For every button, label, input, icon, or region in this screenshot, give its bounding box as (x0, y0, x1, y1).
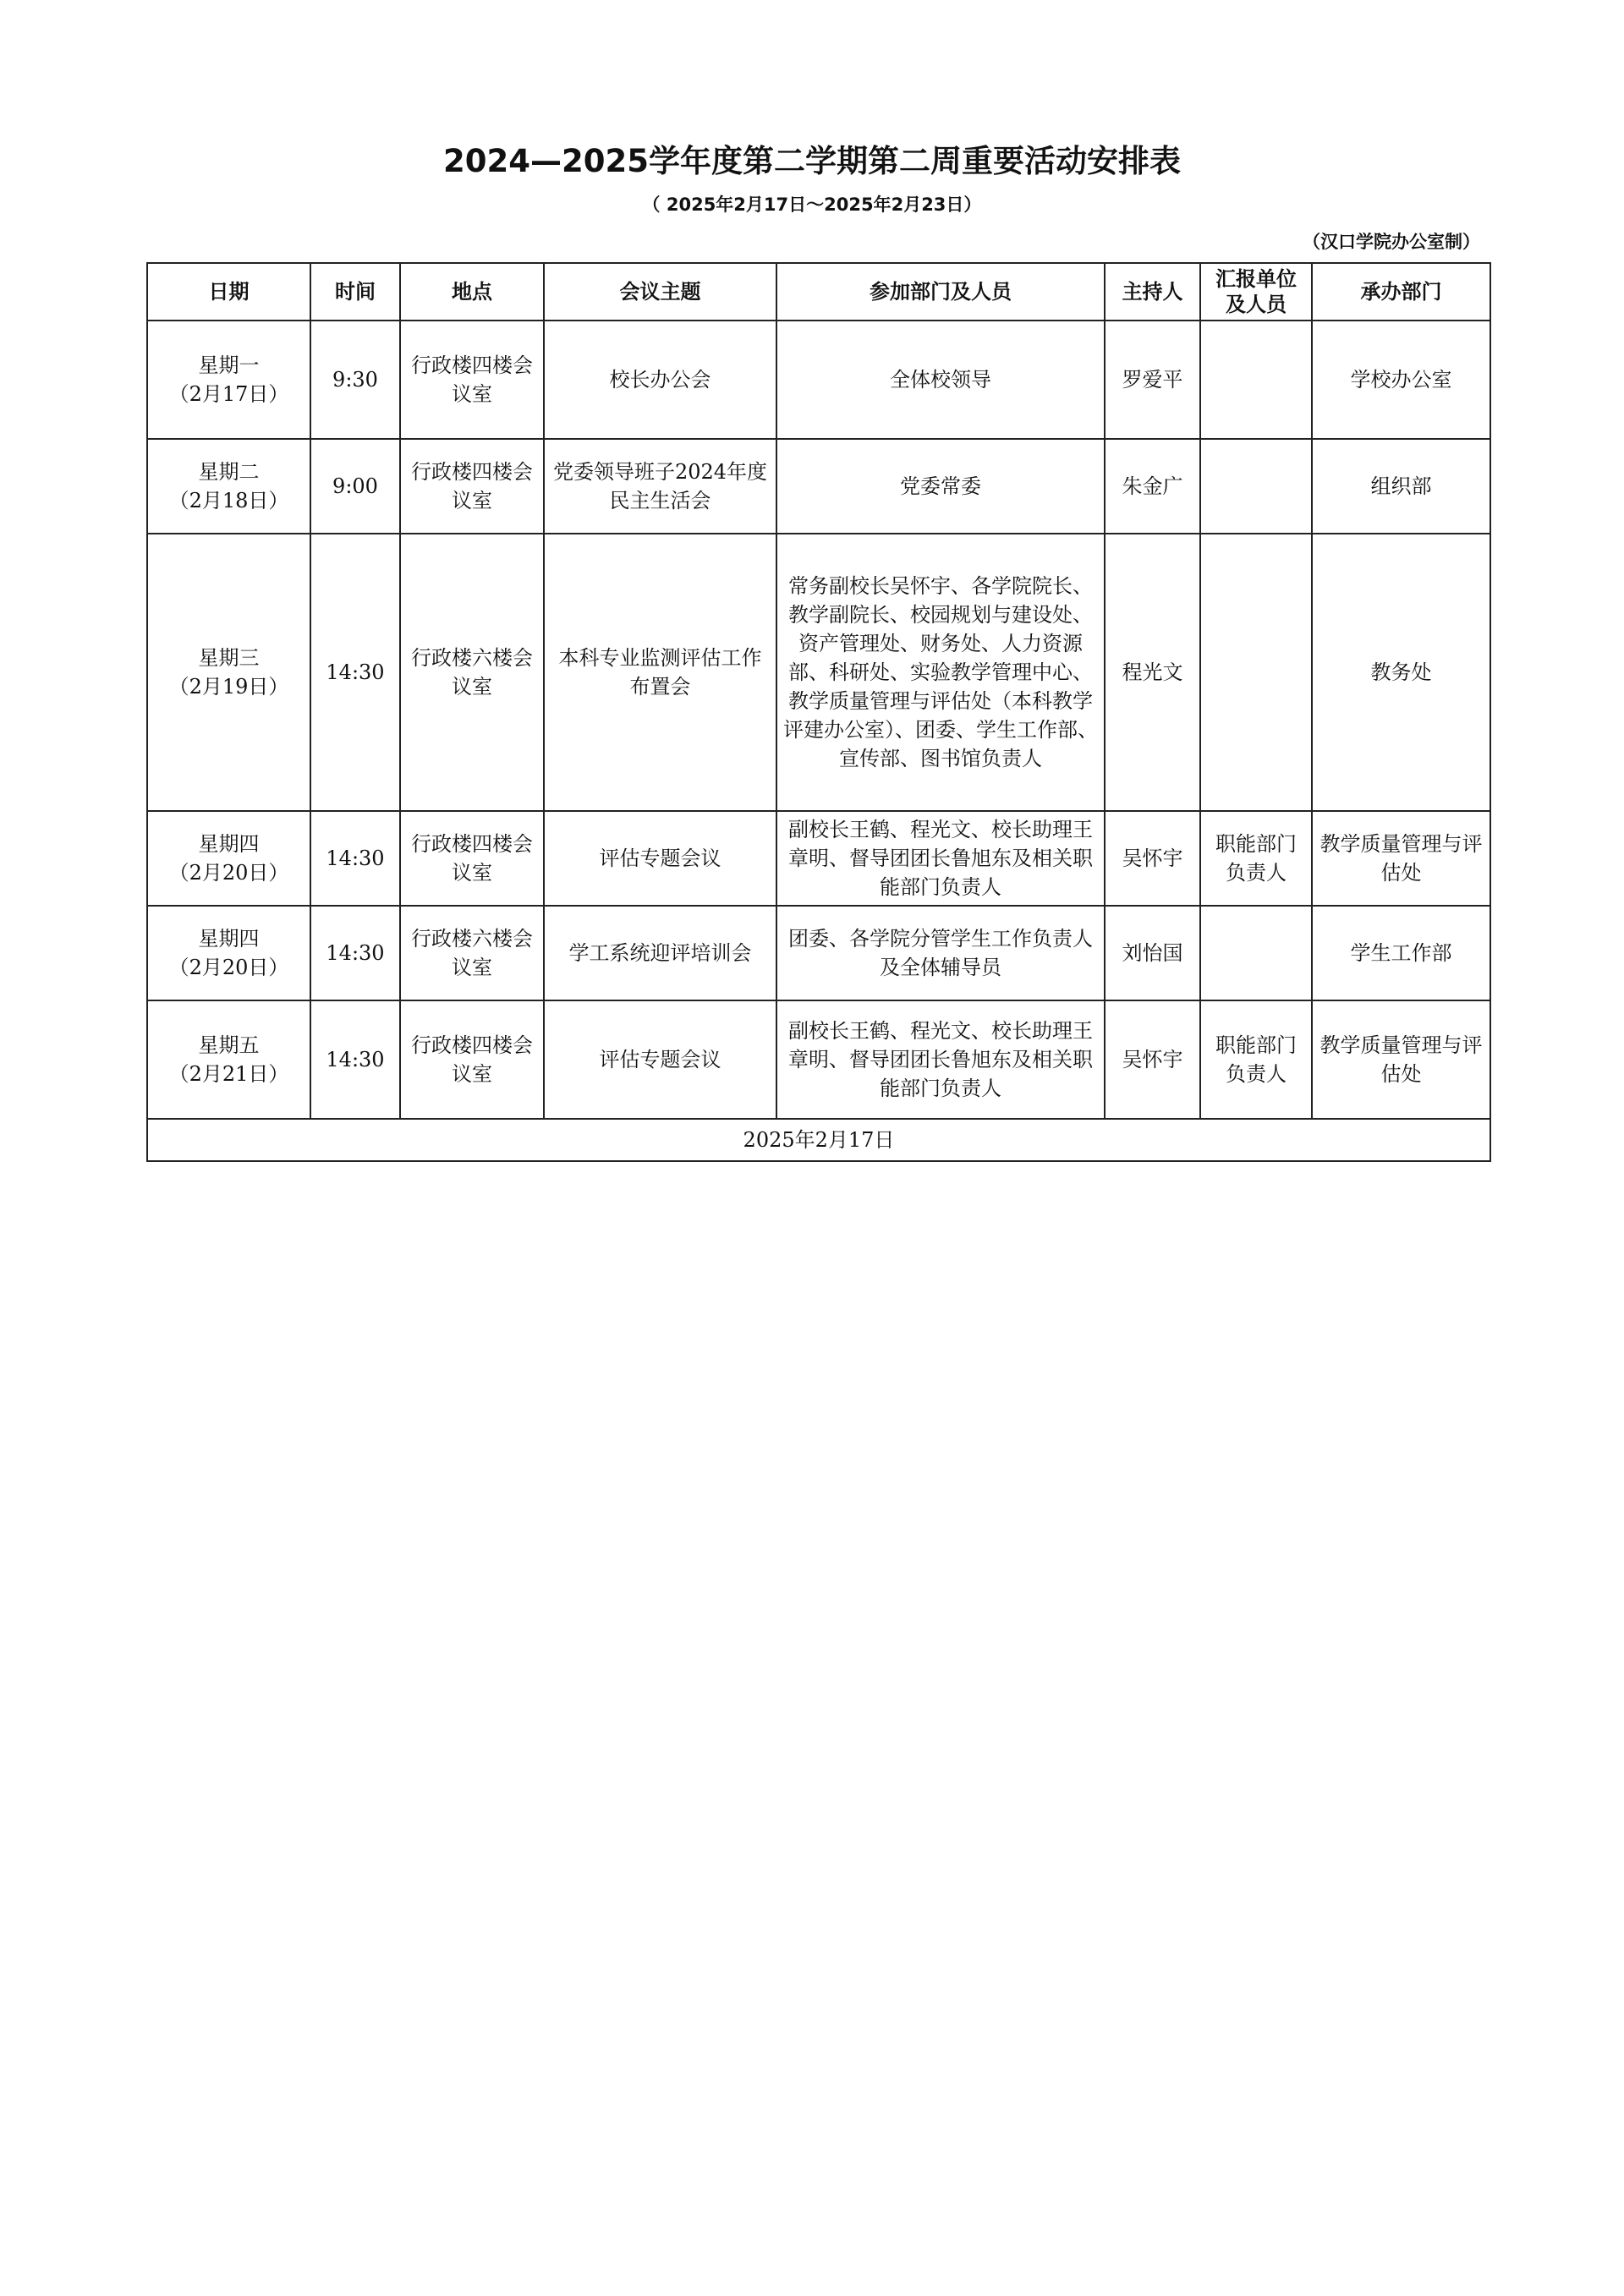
participants-cell: 党委常委 (776, 439, 1105, 534)
day-label: 星期一 (198, 353, 260, 377)
date-label: （2月20日） (168, 861, 289, 885)
day-label: 星期四 (198, 927, 260, 951)
organizer-cell: 教务处 (1312, 534, 1490, 811)
producer-note: （汉口学院办公室制） (1303, 232, 1480, 252)
header-host: 主持人 (1105, 263, 1200, 321)
date-cell (147, 439, 310, 534)
organizer-cell: 组织部 (1312, 439, 1490, 534)
header-row (147, 263, 1490, 321)
host-cell: 刘怡国 (1105, 906, 1200, 1000)
header-date: 日期 (147, 263, 310, 321)
table-row (147, 439, 1490, 534)
topic-cell: 评估专题会议 (544, 1000, 776, 1119)
date-cell (147, 906, 310, 1000)
host-cell: 吴怀宇 (1105, 1000, 1200, 1119)
time-cell: 14:30 (310, 1000, 400, 1119)
header-reporter: 汇报单位及人员 (1200, 263, 1312, 321)
topic-cell: 本科专业监测评估工作布置会 (544, 534, 776, 811)
participants-cell: 常务副校长吴怀宇、各学院院长、教学副院长、校园规划与建设处、资产管理处、财务处、人力资源部、科研处、实验教学管理中心、教学质量管理与评估处（本科教学评建办公室）、团委、学生工作部、宣传部、图书馆负责人 (776, 534, 1105, 811)
footer-date: 2025年2月17日 (147, 1119, 1490, 1161)
participants-cell: 团委、各学院分管学生工作负责人及全体辅导员 (776, 906, 1105, 1000)
date-label: （2月19日） (168, 675, 289, 699)
reporter-cell (1200, 906, 1312, 1000)
topic-cell: 党委领导班子2024年度民主生活会 (544, 439, 776, 534)
schedule-table (146, 262, 1491, 1162)
date-cell (147, 1000, 310, 1119)
header-organizer: 承办部门 (1312, 263, 1490, 321)
participants-cell: 副校长王鹤、程光文、校长助理王章明、督导团团长鲁旭东及相关职能部门负责人 (776, 811, 1105, 906)
time-cell: 14:30 (310, 534, 400, 811)
table-row (147, 906, 1490, 1000)
location-cell: 行政楼四楼会议室 (400, 439, 544, 534)
topic-cell: 评估专题会议 (544, 811, 776, 906)
host-cell: 朱金广 (1105, 439, 1200, 534)
time-cell: 9:00 (310, 439, 400, 534)
reporter-cell (1200, 534, 1312, 811)
location-cell: 行政楼六楼会议室 (400, 534, 544, 811)
day-label: 星期五 (198, 1033, 260, 1057)
time-cell: 9:30 (310, 321, 400, 439)
table-row (147, 534, 1490, 811)
organizer-cell: 学生工作部 (1312, 906, 1490, 1000)
header-topic: 会议主题 (544, 263, 776, 321)
date-cell (147, 811, 310, 906)
day-label: 星期二 (198, 460, 260, 484)
date-label: （2月20日） (168, 956, 289, 979)
table-row (147, 811, 1490, 906)
location-cell: 行政楼四楼会议室 (400, 321, 544, 439)
date-cell (147, 321, 310, 439)
day-label: 星期三 (198, 646, 260, 670)
date-label: （2月17日） (168, 382, 289, 406)
organizer-cell: 教学质量管理与评估处 (1312, 811, 1490, 906)
header-time: 时间 (310, 263, 400, 321)
location-cell: 行政楼四楼会议室 (400, 811, 544, 906)
date-label: （2月21日） (168, 1062, 289, 1086)
participants-cell: 副校长王鹤、程光文、校长助理王章明、督导团团长鲁旭东及相关职能部门负责人 (776, 1000, 1105, 1119)
host-cell: 罗爱平 (1105, 321, 1200, 439)
time-cell: 14:30 (310, 906, 400, 1000)
topic-cell: 学工系统迎评培训会 (544, 906, 776, 1000)
host-cell: 吴怀宇 (1105, 811, 1200, 906)
date-cell (147, 534, 310, 811)
date-label: （2月18日） (168, 489, 289, 512)
date-range: （ 2025年2月17日～2025年2月23日） (642, 195, 982, 215)
table-row (147, 321, 1490, 439)
host-cell: 程光文 (1105, 534, 1200, 811)
footer-row (147, 1119, 1490, 1161)
topic-cell: 校长办公会 (544, 321, 776, 439)
page-title: 2024—2025学年度第二学期第二周重要活动安排表 (443, 143, 1181, 179)
table-row (147, 1000, 1490, 1119)
reporter-cell (1200, 321, 1312, 439)
location-cell: 行政楼六楼会议室 (400, 906, 544, 1000)
header-participants: 参加部门及人员 (776, 263, 1105, 321)
reporter-cell: 职能部门负责人 (1200, 1000, 1312, 1119)
time-cell: 14:30 (310, 811, 400, 906)
organizer-cell: 学校办公室 (1312, 321, 1490, 439)
location-cell: 行政楼四楼会议室 (400, 1000, 544, 1119)
day-label: 星期四 (198, 832, 260, 856)
reporter-cell: 职能部门负责人 (1200, 811, 1312, 906)
header-location: 地点 (400, 263, 544, 321)
participants-cell: 全体校领导 (776, 321, 1105, 439)
organizer-cell: 教学质量管理与评估处 (1312, 1000, 1490, 1119)
reporter-cell (1200, 439, 1312, 534)
